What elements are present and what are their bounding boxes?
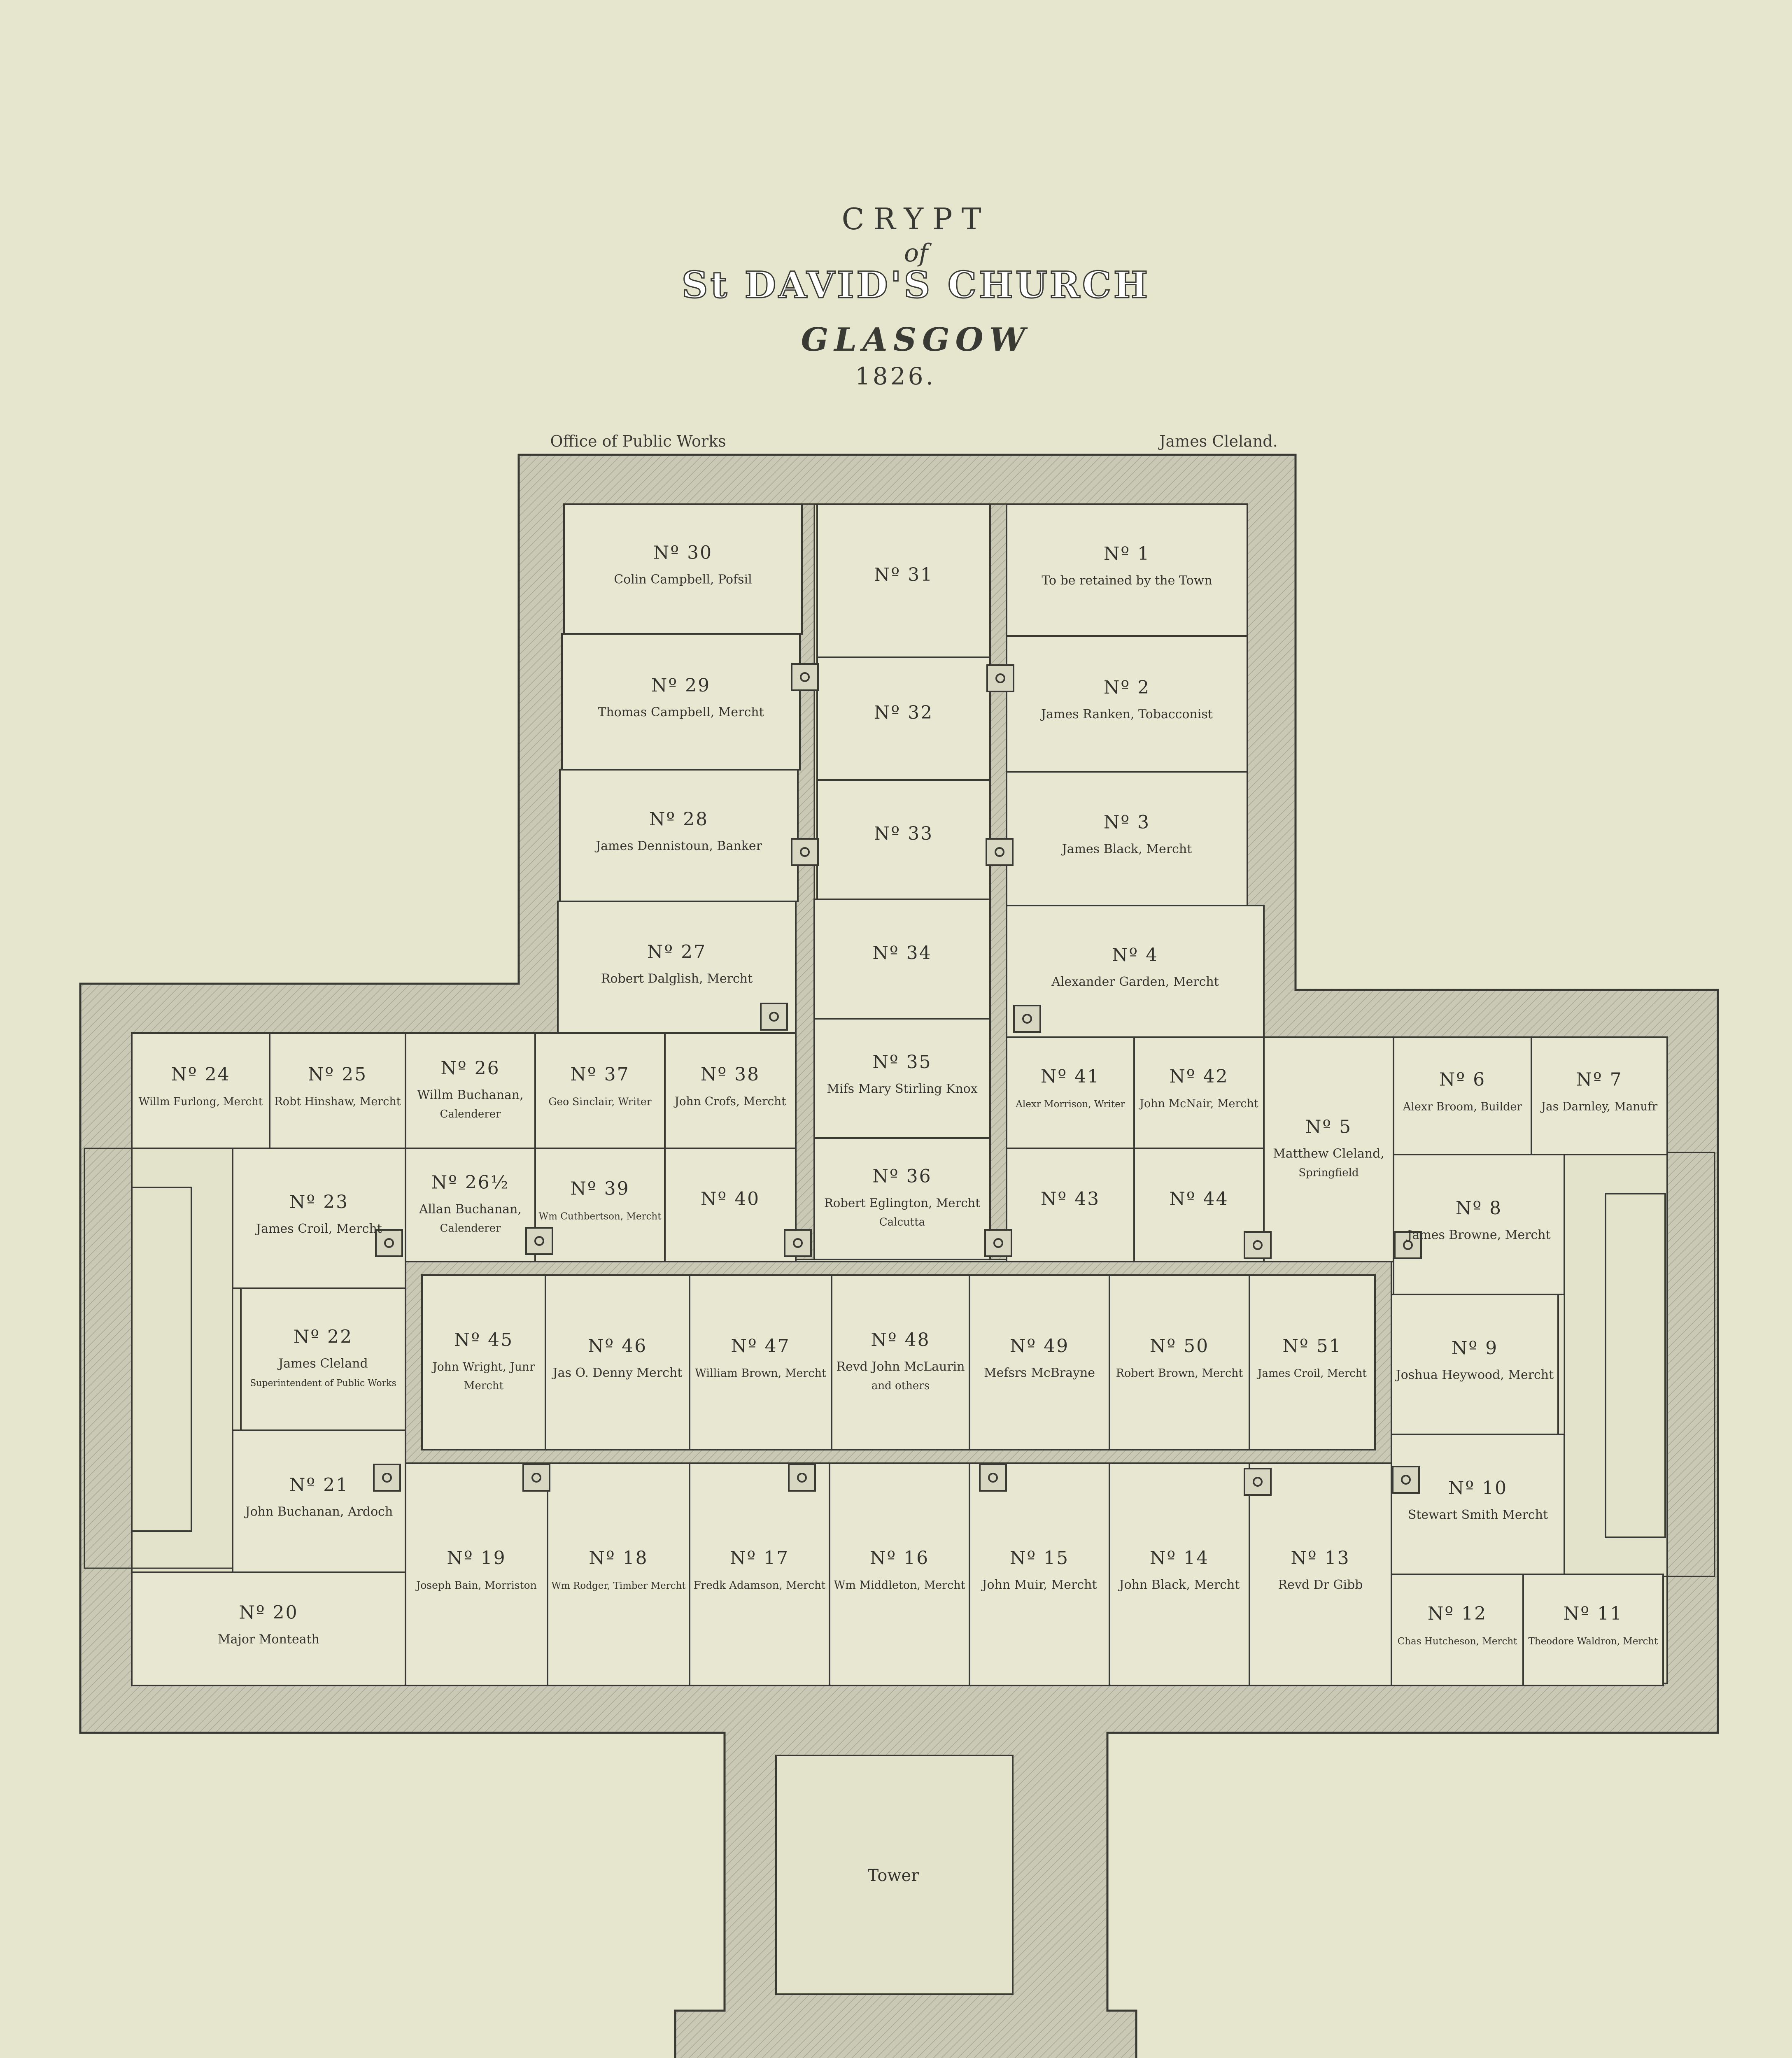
lair-owner-23: James Croil, Mercht: [256, 1222, 382, 1236]
pillar-box: [792, 664, 818, 690]
lair-number-33: Nº 33: [874, 823, 934, 844]
pillar-box: [1244, 1469, 1271, 1495]
lair-owner-19: Joseph Bain, Morriston: [416, 1579, 537, 1591]
lair-35: [814, 1019, 990, 1138]
pillar-box: [374, 1464, 400, 1491]
superintendent-signature: James Cleland.: [1159, 432, 1278, 450]
lair-owner-35: Mifs Mary Stirling Knox: [827, 1082, 978, 1096]
lair-15: [969, 1463, 1109, 1686]
lair-number-37: Nº 37: [570, 1064, 630, 1085]
lair-29: [562, 634, 800, 770]
lair-20: [132, 1572, 405, 1686]
lair-number-19: Nº 19: [447, 1548, 506, 1569]
pillar-box: [785, 1230, 811, 1256]
lair-owner-14: John Black, Mercht: [1119, 1578, 1240, 1592]
lair-owner-36: Robert Eglington, Mercht: [824, 1196, 980, 1210]
lair-number-28: Nº 28: [649, 809, 709, 830]
lair-number-49: Nº 49: [1009, 1336, 1070, 1357]
lair-25: [270, 1033, 405, 1148]
lair-number-14: Nº 14: [1149, 1548, 1209, 1569]
west-recess: [132, 1187, 191, 1531]
lair-owner-51: James Croil, Mercht: [1258, 1367, 1367, 1380]
lair-39: [535, 1148, 665, 1262]
lair-14: [1109, 1463, 1249, 1686]
lair-owner-6: Alexr Broom, Builder: [1403, 1100, 1522, 1113]
lair-10: [1391, 1434, 1564, 1574]
lair-16: [830, 1463, 969, 1686]
pillar-box: [987, 665, 1014, 691]
lair-9: [1391, 1294, 1558, 1434]
pillar-box: [985, 1230, 1011, 1256]
lair-13: [1249, 1463, 1391, 1686]
lair-note-48: and others: [871, 1380, 930, 1392]
lair-1: [1007, 504, 1247, 636]
lair-number-34: Nº 34: [872, 943, 932, 964]
lair-owner-8: James Browne, Mercht: [1407, 1228, 1551, 1242]
lair-owner-26: Allan Buchanan,: [419, 1202, 522, 1217]
lair-number-42: Nº 42: [1169, 1066, 1229, 1087]
pillar-box: [526, 1228, 552, 1254]
lair-number-15: Nº 15: [1009, 1548, 1070, 1569]
lair-37: [535, 1033, 665, 1148]
title-crypt: CRYPT: [841, 202, 990, 236]
lair-42: [1134, 1037, 1264, 1148]
lair-owner-12: Chas Hutcheson, Mercht: [1397, 1636, 1517, 1647]
lair-number-29: Nº 29: [651, 675, 711, 696]
lair-owner-4: Alexander Garden, Mercht: [1051, 975, 1219, 989]
lair-7: [1531, 1037, 1667, 1155]
lair-18: [548, 1463, 690, 1686]
lair-owner-49: Mefsrs McBrayne: [983, 1366, 1095, 1380]
pillar-box: [1014, 1006, 1040, 1032]
lair-number-4: Nº 4: [1112, 945, 1159, 966]
lair-30: [564, 504, 802, 634]
lair-23: [233, 1148, 405, 1288]
east-recess: [1606, 1194, 1665, 1537]
lair-owner-30: Colin Campbell, Pofsil: [614, 572, 752, 587]
lair-3: [1007, 772, 1247, 906]
lair-owner-46: Jas O. Denny Mercht: [552, 1366, 683, 1380]
title-church: St DAVID'S CHURCH: [681, 263, 1151, 306]
lair-owner-5: Matthew Cleland,: [1273, 1146, 1384, 1161]
lair-2: [1007, 636, 1247, 772]
lair-number-45: Nº 45: [454, 1329, 514, 1350]
lair-24: [132, 1033, 270, 1148]
right-pier-wall: [990, 504, 1007, 1259]
pillar-box: [1244, 1232, 1271, 1258]
lair-owner-37: Geo Sinclair, Writer: [548, 1096, 652, 1108]
lair-number-5: Nº 5: [1305, 1116, 1352, 1138]
lair-number-20: Nº 20: [239, 1602, 298, 1623]
lair-owner-1: To be retained by the Town: [1042, 573, 1212, 588]
office-of-public-works-label: Office of Public Works: [550, 432, 726, 450]
lair-number-35: Nº 35: [872, 1052, 932, 1073]
lair-number-31: Nº 31: [874, 564, 934, 585]
lair-owner-10: Stewart Smith Mercht: [1408, 1508, 1548, 1522]
lair-number-2: Nº 2: [1103, 677, 1151, 698]
lair-owner-50: Robert Brown, Mercht: [1116, 1367, 1243, 1380]
tower-label: Tower: [867, 1866, 919, 1885]
lair-owner-7: Jas Darnley, Manufr: [1541, 1099, 1658, 1113]
lair-number-46: Nº 46: [587, 1336, 648, 1357]
lair-owner-9: Joshua Heywood, Mercht: [1396, 1368, 1554, 1382]
lair-owner-22: James Cleland: [278, 1356, 368, 1371]
lair-owner-18: Wm Rodger, Timber Mercht: [551, 1581, 686, 1591]
lair-owner-47: William Brown, Mercht: [695, 1367, 826, 1380]
lair-number-39: Nº 39: [570, 1178, 630, 1199]
lair-number-17: Nº 17: [729, 1548, 790, 1569]
lair-number-11: Nº 11: [1563, 1603, 1623, 1624]
lair-41: [1007, 1037, 1134, 1148]
lair-owner-20: Major Monteath: [217, 1632, 320, 1647]
lair-17: [690, 1463, 830, 1686]
lair-number-8: Nº 8: [1455, 1198, 1503, 1219]
lair-number-12: Nº 12: [1427, 1603, 1487, 1624]
lair-number-36: Nº 36: [872, 1166, 932, 1187]
lair-owner-24: Willm Furlong, Mercht: [138, 1096, 263, 1108]
lair-owner-45: John Wright, Junr: [432, 1360, 535, 1374]
lair-number-24: Nº 24: [171, 1064, 231, 1085]
lair-19: [405, 1463, 548, 1686]
pillar-box: [789, 1464, 815, 1491]
lair-number-7: Nº 7: [1576, 1069, 1623, 1090]
pillar-box: [792, 839, 818, 865]
lair-number-26: Nº 26½: [431, 1172, 510, 1193]
lair-owner-38: John Crofs, Mercht: [674, 1094, 786, 1108]
lair-owner-39: Wm Cuthbertson, Mercht: [538, 1211, 662, 1222]
pillar-box: [980, 1464, 1006, 1491]
lair-28: [560, 770, 798, 901]
lair-owner-28: James Dennistoun, Banker: [596, 839, 762, 853]
lair-number-1: Nº 1: [1103, 543, 1151, 564]
pillar-box: [761, 1003, 787, 1030]
lair-number-40: Nº 40: [700, 1188, 760, 1210]
lair-owner-3: James Black, Mercht: [1062, 842, 1192, 857]
pillar-box: [986, 839, 1013, 865]
lair-number-47: Nº 47: [731, 1336, 790, 1357]
lair-owner-27: Robert Dalglish, Mercht: [601, 971, 753, 986]
lair-number-27: Nº 27: [647, 941, 707, 963]
lair-number-51: Nº 51: [1282, 1336, 1342, 1357]
lair-note-22: Superintendent of Public Works: [250, 1378, 396, 1389]
title-of: of: [904, 239, 928, 268]
lair-note-36: Calcutta: [879, 1216, 925, 1229]
lair-owner-41: Alexr Morrison, Writer: [1016, 1099, 1125, 1110]
lair-number-6: Nº 6: [1439, 1069, 1486, 1090]
lair-12: [1391, 1574, 1523, 1686]
title-year: 1826.: [855, 362, 936, 390]
lair-number-44: Nº 44: [1169, 1188, 1229, 1210]
lair-owner-16: Wm Middleton, Mercht: [834, 1579, 965, 1592]
lair-number-3: Nº 3: [1103, 812, 1151, 833]
lair-owner-29: Thomas Campbell, Mercht: [598, 705, 764, 719]
lair-note-26: Calenderer: [440, 1222, 501, 1235]
lair-21: [233, 1430, 405, 1572]
lair-38: [665, 1033, 796, 1148]
lair-number-41: Nº 41: [1040, 1066, 1100, 1087]
lair-number-38: Nº 38: [700, 1064, 760, 1085]
lair-46: [545, 1275, 690, 1450]
lair-number-18: Nº 18: [589, 1548, 648, 1569]
lair-note-45: Mercht: [464, 1380, 504, 1392]
lair-owner-42: John McNair, Mercht: [1140, 1097, 1258, 1110]
lair-number-32: Nº 32: [874, 702, 934, 723]
pillar-box: [523, 1464, 550, 1491]
lair-4: [1007, 906, 1264, 1037]
lair-owner-26: Willm Buchanan,: [417, 1088, 524, 1102]
lair-number-23: Nº 23: [289, 1192, 349, 1213]
lair-note-5: Springfield: [1298, 1166, 1359, 1179]
lair-number-9: Nº 9: [1451, 1338, 1498, 1359]
lair-number-25: Nº 25: [308, 1064, 368, 1085]
lair-number-43: Nº 43: [1040, 1188, 1100, 1210]
lair-owner-11: Theodore Waldron, Mercht: [1528, 1636, 1658, 1647]
lair-number-30: Nº 30: [653, 542, 713, 563]
lair-11: [1523, 1574, 1663, 1686]
lair-number-21: Nº 21: [289, 1474, 349, 1496]
lair-owner-25: Robt Hinshaw, Mercht: [274, 1095, 401, 1108]
lair-number-50: Nº 50: [1149, 1336, 1209, 1357]
lair-number-13: Nº 13: [1291, 1548, 1350, 1569]
lair-owner-48: Revd John McLaurin: [836, 1360, 965, 1374]
lair-owner-17: Fredk Adamson, Mercht: [693, 1579, 826, 1592]
title-city: GLASGOW: [801, 321, 1031, 359]
lair-number-10: Nº 10: [1448, 1478, 1508, 1499]
lair-number-16: Nº 16: [869, 1548, 930, 1569]
lair-49: [969, 1275, 1109, 1450]
lair-6: [1394, 1037, 1531, 1155]
lair-number-48: Nº 48: [871, 1329, 930, 1350]
lair-owner-13: Revd Dr Gibb: [1278, 1578, 1363, 1592]
lair-owner-15: John Muir, Mercht: [982, 1578, 1097, 1592]
lair-8: [1394, 1155, 1564, 1294]
lair-note-26: Calenderer: [440, 1108, 501, 1120]
lair-50: [1109, 1275, 1249, 1450]
lair-51: [1249, 1275, 1375, 1450]
lair-owner-2: James Ranken, Tobacconist: [1041, 707, 1213, 722]
lair-47: [690, 1275, 832, 1450]
lair-number-22: Nº 22: [293, 1326, 353, 1348]
lair-owner-21: John Buchanan, Ardoch: [245, 1504, 393, 1519]
pillar-box: [1393, 1467, 1419, 1493]
lair-number-26: Nº 26: [440, 1058, 500, 1079]
